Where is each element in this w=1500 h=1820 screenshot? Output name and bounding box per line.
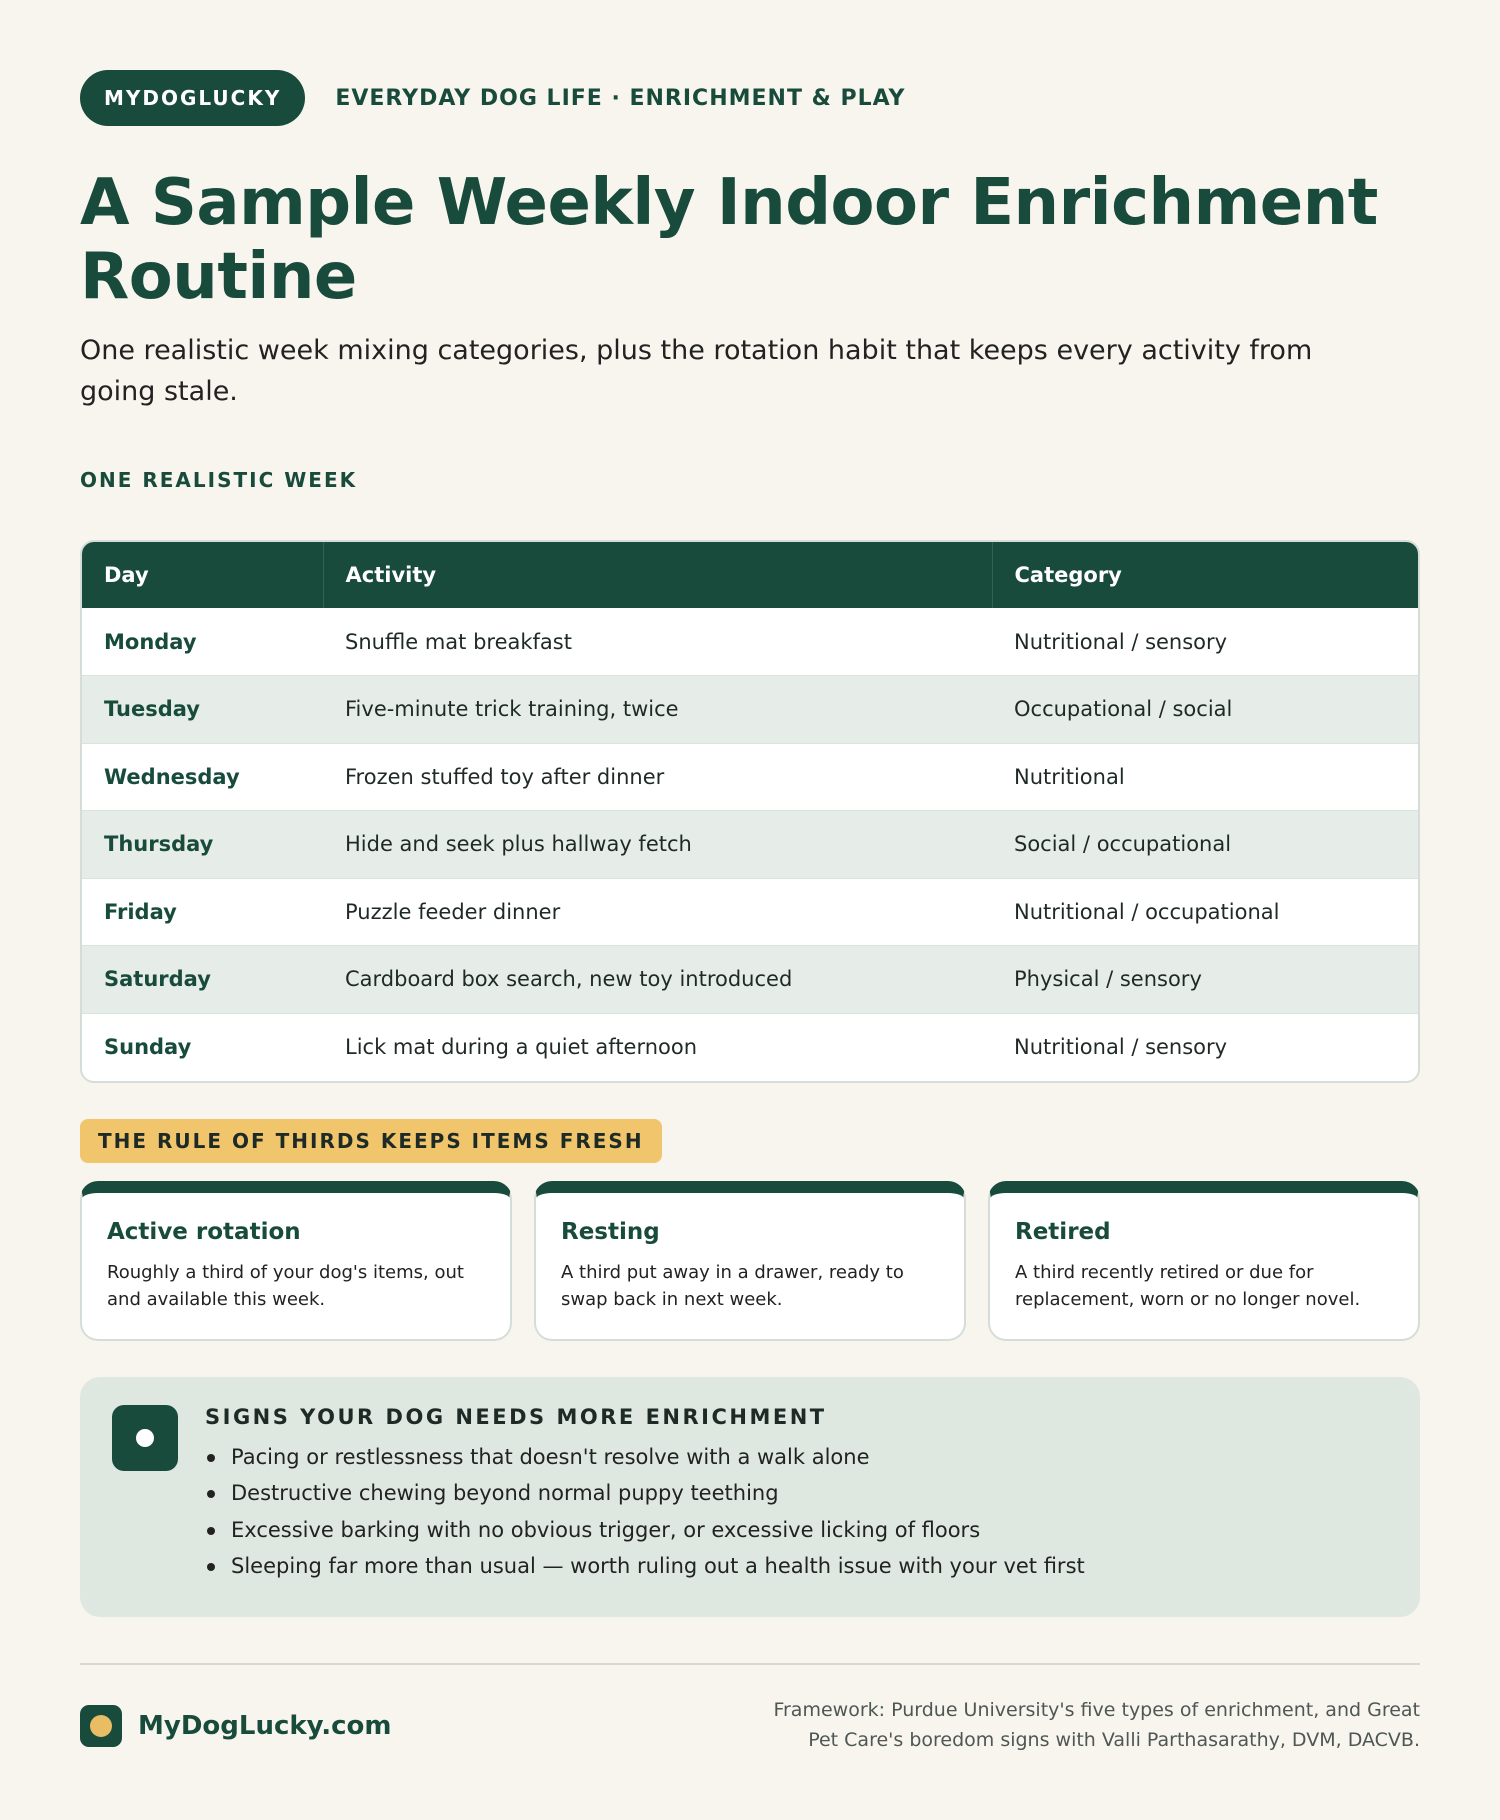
row-day: Monday — [104, 629, 197, 654]
footer-divider — [80, 1663, 1420, 1665]
table-row — [82, 946, 1418, 1014]
brand-pill[interactable]: MYDOGLUCKY — [80, 70, 305, 126]
table-row — [82, 676, 1418, 744]
row-category: Occupational / social — [992, 676, 1418, 744]
row-activity: Frozen stuffed toy after dinner — [323, 743, 992, 811]
row-category: Nutritional — [992, 743, 1418, 811]
row-category: Nutritional / sensory — [1014, 629, 1228, 654]
row-activity: Five-minute trick training, twice — [323, 676, 992, 744]
card-text: A third recently retired or due for replacement, worn or no longer novel. — [1015, 1261, 1361, 1310]
signs-panel — [80, 1377, 1420, 1617]
footer-site-name[interactable]: MyDogLucky.com — [138, 1710, 392, 1741]
row-category: Social / occupational — [992, 811, 1418, 879]
logo-icon — [80, 1705, 122, 1747]
page-title: A Sample Weekly Indoor Enrichment Routine — [80, 166, 1378, 314]
row-activity: Lick mat during a quiet afternoon — [323, 1013, 992, 1081]
signs-title: SIGNS YOUR DOG NEEDS MORE ENRICHMENT — [205, 1404, 827, 1429]
row-activity: Snuffle mat breakfast — [345, 629, 572, 654]
table-row — [82, 1013, 1418, 1081]
list-item: Destructive chewing beyond normal puppy teething — [205, 1475, 1420, 1512]
row-activity: Hide and seek plus hallway fetch — [323, 811, 992, 879]
card-title: Resting — [561, 1218, 660, 1245]
row-day: Saturday — [82, 946, 323, 1014]
thirds-cards — [80, 1181, 1420, 1341]
column-header-day: Day — [104, 563, 149, 587]
row-day: Tuesday — [82, 676, 323, 744]
footer — [80, 1695, 1420, 1755]
table-row — [82, 743, 1418, 811]
footer-credit: Framework: Purdue University's five types of enrichment, and Great Pet Care's boredom signs with Valli Parthasarathy, DVM, DACVB. — [773, 1698, 1420, 1751]
row-day: Thursday — [82, 811, 323, 879]
page-subtitle: One realistic week mixing categories, plus the rotation habit that keeps every activity from going stale. — [80, 335, 1313, 407]
row-activity: Cardboard box search, new toy introduced — [323, 946, 992, 1014]
row-category: Nutritional / sensory — [992, 1013, 1418, 1081]
row-category: Physical / sensory — [992, 946, 1418, 1014]
table-row — [82, 811, 1418, 879]
card-text: Roughly a third of your dog's items, out and available this week. — [107, 1261, 464, 1310]
dot-icon — [112, 1405, 178, 1471]
row-day: Wednesday — [82, 743, 323, 811]
table-row — [82, 878, 1418, 946]
row-category: Nutritional / occupational — [992, 878, 1418, 946]
rule-of-thirds-badge: THE RULE OF THIRDS KEEPS ITEMS FRESH — [80, 1119, 662, 1163]
table-row — [82, 608, 1418, 676]
list-item: Pacing or restlessness that doesn't resolve with a walk alone — [205, 1439, 1420, 1476]
column-header-activity: Activity — [323, 542, 992, 608]
column-header-category: Category — [992, 542, 1418, 608]
card-title: Active rotation — [107, 1218, 301, 1245]
card-text: A third put away in a drawer, ready to swap back in next week. — [561, 1261, 904, 1310]
footer-brand[interactable] — [80, 1705, 391, 1747]
signs-list — [205, 1439, 1420, 1585]
list-item: Sleeping far more than usual — worth ruling out a health issue with your vet first — [205, 1548, 1420, 1585]
week-section-label: ONE REALISTIC WEEK — [80, 468, 358, 492]
list-item: Excessive barking with no obvious trigger, or excessive licking of floors — [205, 1512, 1420, 1549]
card-active-rotation — [80, 1181, 512, 1341]
row-day: Sunday — [82, 1013, 323, 1081]
topbar — [80, 70, 1420, 126]
category-kicker[interactable]: EVERYDAY DOG LIFE · ENRICHMENT & PLAY — [335, 85, 906, 111]
row-day: Friday — [82, 878, 323, 946]
card-resting — [534, 1181, 966, 1341]
row-activity: Puzzle feeder dinner — [323, 878, 992, 946]
table-header-row — [82, 542, 1418, 608]
card-retired — [988, 1181, 1420, 1341]
weekly-table — [80, 540, 1420, 1083]
page — [80, 70, 1420, 1755]
card-title: Retired — [1015, 1218, 1111, 1245]
